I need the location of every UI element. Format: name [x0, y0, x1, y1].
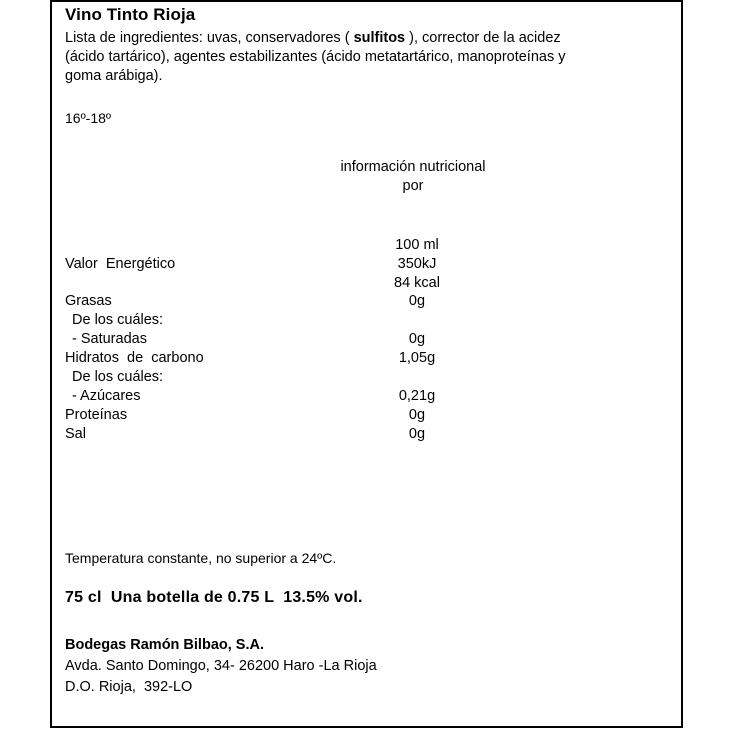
nutrition-subheading: por	[402, 178, 424, 194]
serving-temperature: 16º-18º	[65, 110, 112, 126]
ingredients-line-1	[65, 29, 561, 48]
ingredients-text-post: ), corrector de la acidez	[405, 30, 561, 46]
nutrition-row-value: 0g	[408, 426, 426, 442]
nutrition-row	[52, 275, 681, 294]
ingredients-text-pre: Lista de ingredientes: uvas, conservadores (	[65, 30, 354, 46]
nutrition-row-label: De los cuáles:	[72, 369, 164, 385]
nutrition-row-value: 0g	[408, 331, 426, 347]
storage-note: Temperatura constante, no superior a 24ºC.	[65, 550, 337, 566]
nutrition-row-label: De los cuáles:	[72, 312, 164, 328]
ingredients-line-2: (ácido tartárico), agentes estabilizantes (ácido metatartárico, manoproteínas y	[65, 49, 566, 65]
nutrition-row-label: - Azúcares	[72, 388, 141, 404]
allergen-sulfitos: sulfitos	[353, 30, 406, 46]
company-address: Avda. Santo Domingo, 34- 26200 Haro -La Rioja	[65, 658, 377, 674]
nutrition-row-value: 0g	[408, 293, 426, 309]
nutrition-row-value: 350kJ	[397, 256, 437, 272]
nutrition-row	[52, 312, 681, 331]
nutrition-row-value: 84 kcal	[394, 275, 440, 291]
nutrition-row	[52, 350, 681, 369]
nutrition-row	[52, 256, 681, 275]
volume-and-abv: 75 cl Una botella de 0.75 L 13.5% vol.	[65, 589, 363, 606]
nutrition-row	[52, 293, 681, 312]
nutrition-row	[52, 407, 681, 426]
nutrition-row-label: Proteínas	[65, 407, 128, 423]
nutrition-row-label: Valor Energético	[65, 256, 176, 272]
company-name: Bodegas Ramón Bilbao, S.A.	[65, 637, 264, 653]
company-designation: D.O. Rioja, 392-LO	[65, 679, 193, 695]
nutrition-row-label: Grasas	[65, 293, 112, 309]
ingredients-line-3: goma arábiga).	[65, 68, 163, 84]
nutrition-row-value: 1,05g	[398, 350, 436, 366]
nutrition-basis-value: 100 ml	[395, 237, 439, 253]
product-label-panel	[50, 0, 683, 728]
nutrition-basis-row	[52, 237, 681, 256]
nutrition-row	[52, 369, 681, 388]
nutrition-row	[52, 426, 681, 445]
nutrition-row	[52, 388, 681, 407]
nutrition-row	[52, 331, 681, 350]
nutrition-row-label: Hidratos de carbono	[65, 350, 204, 366]
nutrition-row-value: 0,21g	[398, 388, 436, 404]
nutrition-row-value: 0g	[408, 407, 426, 423]
page-title: Vino Tinto Rioja	[65, 5, 196, 24]
nutrition-row-label: Sal	[65, 426, 86, 442]
nutrition-row-label: - Saturadas	[72, 331, 147, 347]
nutrition-heading: información nutricional	[340, 159, 486, 175]
